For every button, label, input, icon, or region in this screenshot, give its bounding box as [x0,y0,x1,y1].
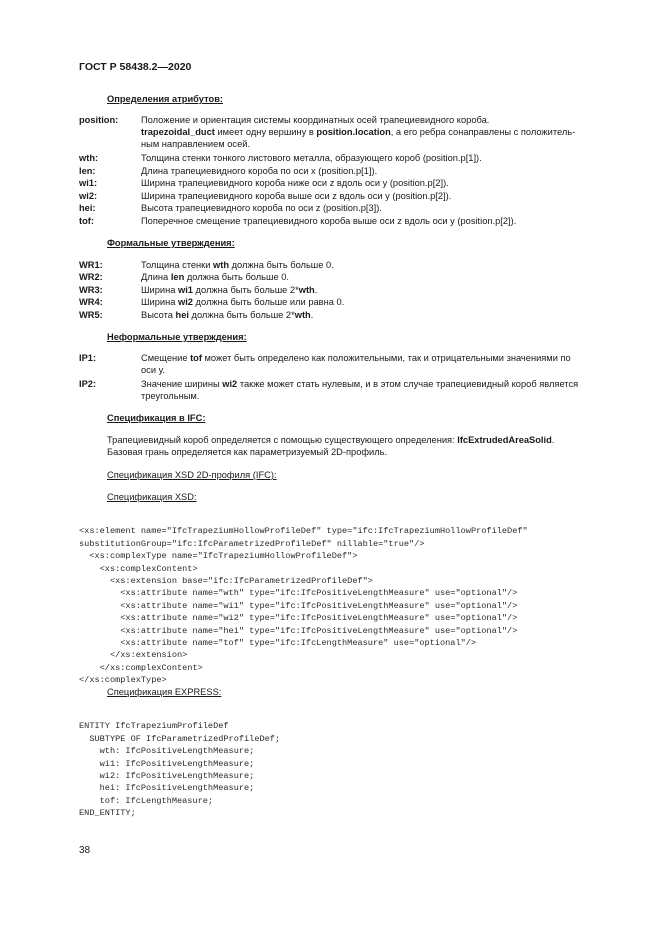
code-line: <xs:extension base="ifc:IfcParametrizedProfileDef"> [79,576,373,587]
attribute-key: position: [79,115,119,125]
code-line: ENTITY IfcTrapeziumProfileDef [79,721,229,732]
code-line: <xs:element name="IfcTrapeziumHollowProfileDef" type="ifc:IfcTrapeziumHollowProfileDef" [79,526,528,537]
code-line: <xs:complexType name="IfcTrapeziumHollowProfileDef"> [79,551,358,562]
code-line: wi2: IfcPositiveLengthMeasure; [79,771,255,782]
xsd-heading: Спецификация XSD: [107,492,197,502]
code-line: <xs:complexContent> [79,563,198,574]
xsd-code-block [79,513,528,699]
ifc-spec-text: Трапециевидный короб определяется с помощью существующего определения: IfcExtrudedAreaSolid. Базовая грань определяется как параметризуемый 2D-профиль. [107,435,555,457]
page-number: 38 [79,845,91,856]
informal-heading: Неформальные утверждения: [107,332,247,342]
code-line: <xs:attribute name="hei" type="ifc:IfcPositiveLengthMeasure" use="optional"/> [79,625,518,636]
code-line: substitutionGroup="ifc:IfcParametrizedProfileDef" nillable="true"/> [79,538,425,549]
attributes-heading: Определения атрибутов: [107,94,224,104]
code-line: </xs:extension> [79,650,188,661]
code-line: tof: IfcLengthMeasure; [79,795,214,806]
document-header: ГОСТ Р 58438.2—2020 [79,61,192,73]
code-line: hei: IfcPositiveLengthMeasure; [79,783,255,794]
code-line: SUBTYPE OF IfcParametrizedProfileDef; [79,733,281,744]
code-line: <xs:attribute name="wi1" type="ifc:IfcPositiveLengthMeasure" use="optional"/> [79,600,518,611]
ifc-spec-heading: Спецификация в IFC: [107,413,206,423]
code-line: <xs:attribute name="tof" type="ifc:IfcLengthMeasure" use="optional"/> [79,638,477,649]
formal-heading: Формальные утверждения: [107,238,235,248]
code-line: wi1: IfcPositiveLengthMeasure; [79,758,255,769]
xsd-2d-heading: Спецификация XSD 2D-профиля (IFC): [107,470,277,480]
express-heading: Спецификация EXPRESS: [107,687,222,697]
code-line: </xs:complexContent> [79,662,203,673]
code-line: <xs:attribute name="wi2" type="ifc:IfcPositiveLengthMeasure" use="optional"/> [79,613,518,624]
attribute-description: Положение и ориентация системы координатных осей трапециевидного короба. trapezoidal_duct имеет одну вершину в position.location, а его ребра сонаправлены с положитель- ным направлением осей. [141,115,576,149]
code-line: wth: IfcPositiveLengthMeasure; [79,746,255,757]
express-code-block [79,708,280,832]
code-line: <xs:attribute name="wth" type="ifc:IfcPositiveLengthMeasure" use="optional"/> [79,588,518,599]
code-line: </xs:complexType> [79,675,167,686]
code-line: END_ENTITY; [79,808,136,819]
